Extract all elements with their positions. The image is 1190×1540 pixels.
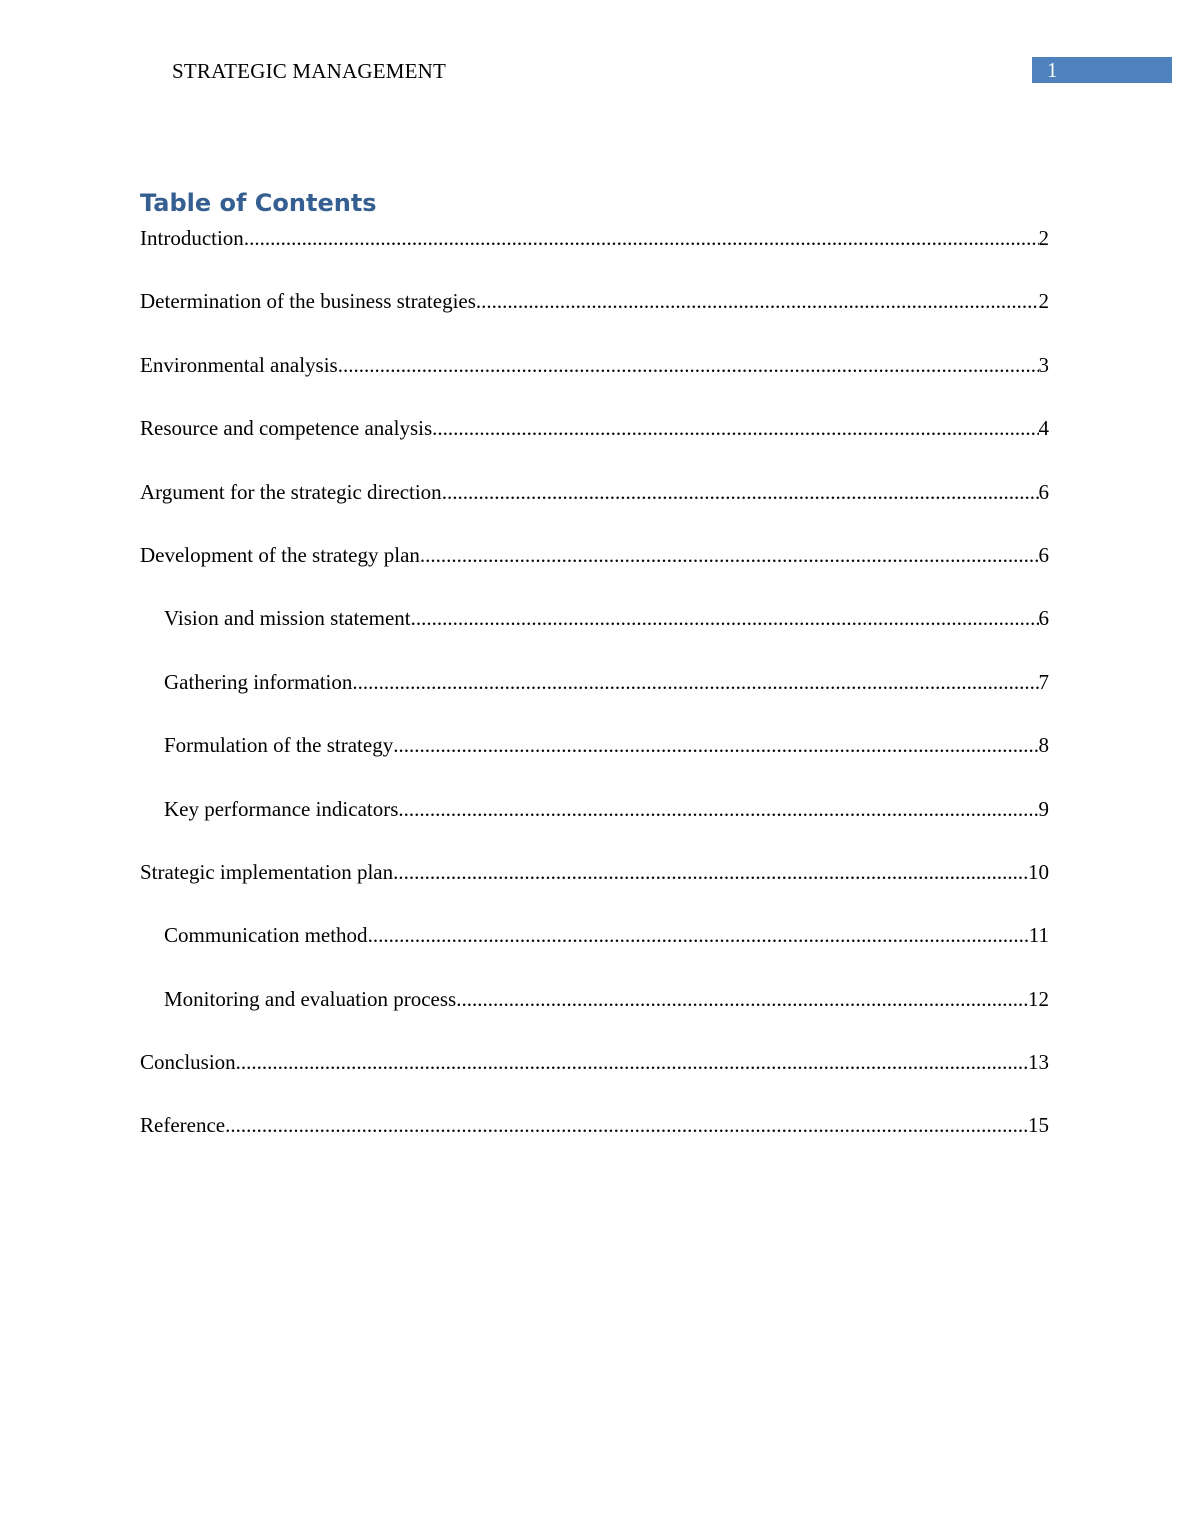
page-number: 1 [1047, 58, 1058, 82]
toc-entry-label: Formulation of the strategy [164, 733, 394, 758]
toc-entry-page: 13 [1028, 1050, 1049, 1075]
toc-dot-leader [368, 919, 1029, 951]
toc-entry-monitoring-evaluation[interactable] [140, 983, 1049, 1046]
toc-entry-label: Determination of the business strategies [140, 289, 476, 314]
toc-title: Table of Contents [140, 189, 377, 217]
toc-dot-leader [456, 983, 1028, 1015]
toc-entry-introduction[interactable] [140, 222, 1049, 285]
toc-entry-page: 6 [1038, 542, 1049, 567]
toc-entry-page: 2 [1038, 226, 1049, 250]
table-of-contents [140, 185, 1049, 1173]
toc-entry-communication-method[interactable] [140, 919, 1049, 982]
toc-entry-label: Key performance indicators [164, 796, 399, 821]
toc-entry-environmental-analysis[interactable] [140, 349, 1049, 412]
toc-entry-page: 9 [1038, 796, 1049, 821]
toc-entry-gathering-information[interactable] [140, 666, 1049, 729]
toc-dot-leader [432, 412, 1038, 444]
toc-entry-vision-mission[interactable] [140, 602, 1049, 665]
toc-entry-label: Reference [140, 1113, 226, 1138]
toc-dot-leader [352, 666, 1038, 698]
toc-entry-label: Gathering information [164, 669, 353, 694]
toc-entry-conclusion[interactable] [140, 1046, 1049, 1109]
toc-entry-strategy-plan[interactable] [140, 539, 1049, 602]
toc-dot-leader [393, 856, 1028, 888]
toc-dot-leader [244, 222, 1039, 254]
toc-entry-page: 4 [1038, 416, 1049, 441]
toc-dot-leader [476, 285, 1039, 317]
toc-dot-leader [442, 476, 1039, 508]
toc-entry-label: Resource and competence analysis [140, 416, 433, 441]
toc-entry-label: Strategic implementation plan [140, 859, 394, 884]
toc-entry-page: 6 [1038, 479, 1049, 504]
toc-dot-leader [236, 1046, 1028, 1078]
toc-entry-determination[interactable] [140, 285, 1049, 348]
toc-entry-label: Introduction [140, 226, 244, 250]
toc-dot-leader [398, 793, 1038, 825]
toc-dot-leader [393, 729, 1038, 761]
toc-entry-label: Conclusion [140, 1050, 236, 1075]
toc-entry-implementation-plan[interactable] [140, 856, 1049, 919]
toc-entry-page: 8 [1038, 733, 1049, 758]
toc-entry-label: Communication method [164, 923, 368, 948]
toc-entry-page: 2 [1038, 289, 1049, 314]
toc-entry-resource-competence[interactable] [140, 412, 1049, 475]
toc-entry-label: Monitoring and evaluation process [164, 986, 457, 1011]
toc-entry-formulation[interactable] [140, 729, 1049, 792]
page-number-badge [1032, 57, 1172, 83]
toc-entry-label: Development of the strategy plan [140, 542, 420, 567]
toc-entry-strategic-direction[interactable] [140, 476, 1049, 539]
toc-entry-label: Argument for the strategic direction [140, 479, 442, 504]
toc-entry-page: 10 [1028, 859, 1049, 884]
toc-entry-kpi[interactable] [140, 793, 1049, 856]
toc-entry-label: Environmental analysis [140, 352, 338, 377]
running-head: STRATEGIC MANAGEMENT [172, 59, 447, 83]
toc-entry-page: 3 [1038, 352, 1049, 377]
toc-dot-leader [411, 602, 1039, 634]
toc-entry-page: 11 [1028, 923, 1049, 948]
toc-dot-leader [225, 1109, 1028, 1141]
toc-entry-page: 12 [1028, 986, 1049, 1011]
toc-entry-page: 6 [1038, 606, 1049, 631]
toc-entry-page: 15 [1028, 1113, 1049, 1138]
toc-entry-reference[interactable] [140, 1109, 1049, 1172]
toc-dot-leader [338, 349, 1039, 381]
toc-entry-label: Vision and mission statement [164, 606, 411, 631]
toc-entry-page: 7 [1038, 669, 1049, 694]
toc-list [140, 222, 1049, 1173]
page-header [0, 0, 1190, 100]
toc-dot-leader [420, 539, 1039, 571]
